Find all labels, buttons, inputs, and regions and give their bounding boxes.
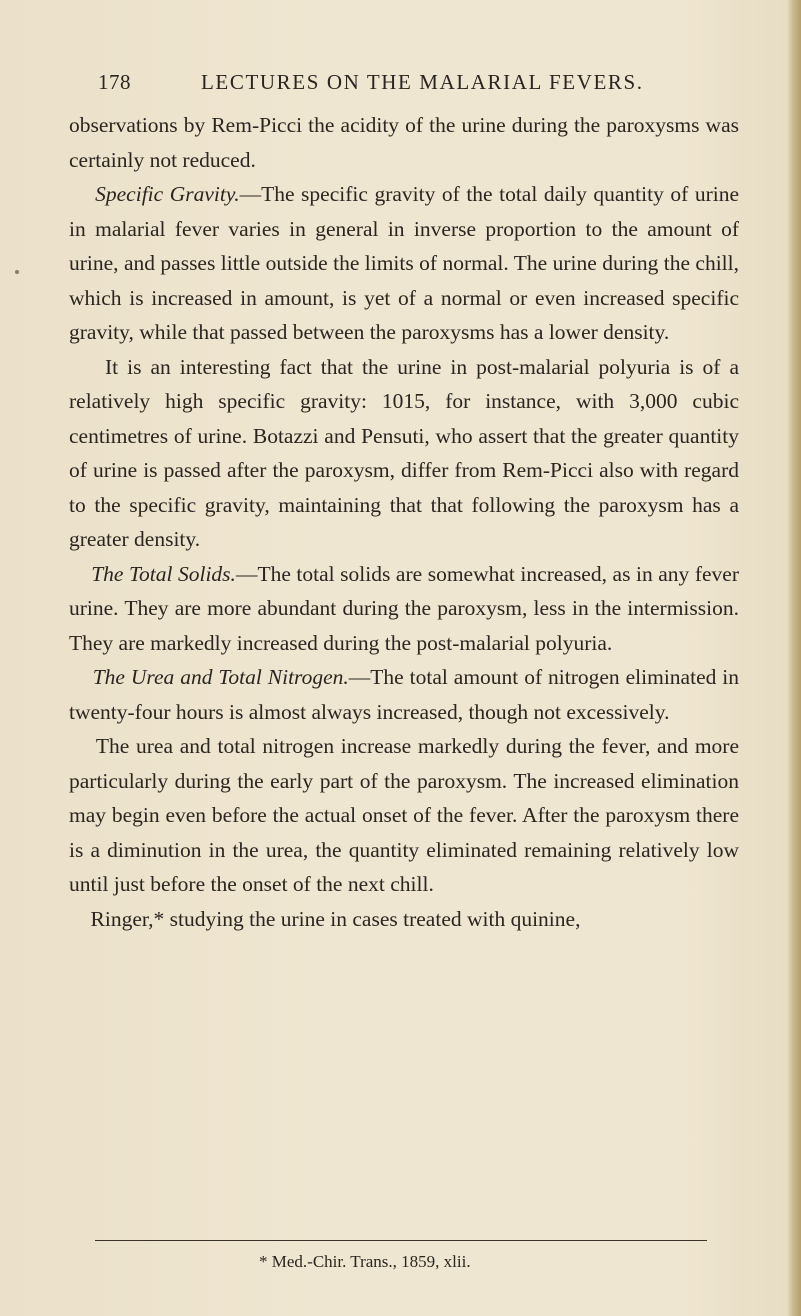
running-title: LECTURES ON THE MALARIAL FEVERS. (201, 70, 644, 94)
paragraph-text: It is an interesting fact that the urine in post-malarial polyuria is of a relatively high specific gravity: 1015, for instance, with 3,000 cubic centimetres of urine. Botazzi and Pensuti, who assert that the greater quantity of urine is passed after the paroxysm, differ from Rem-Picci also with regard to the specific gravity, maintaining that that following the paroxysm has a greater density. (69, 354, 739, 551)
page-edge (787, 0, 801, 1316)
paragraph-text: —The total amount of nitrogen eliminated in twenty-four hours is almost always increased, though not excessively. (69, 665, 740, 724)
paragraph-text: —The total solids are somewhat increased, as in any fever urine. They are more abundant during the paroxysm, less in the intermission. They are markedly increased during the post-malarial polyuria. (69, 561, 740, 655)
body-text (69, 108, 739, 936)
section-heading: Specific Gravity. (95, 182, 240, 206)
paragraph-polyuria (69, 350, 739, 557)
paragraph-urea-increase (69, 729, 739, 902)
running-header (98, 70, 668, 104)
footnote: * Med.-Chir. Trans., 1859, xlii. (259, 1252, 471, 1271)
section-heading: The Total Solids. (91, 561, 236, 586)
paragraph-continuation (69, 108, 739, 177)
paragraph-text: —The specific gravity of the total daily quantity of urine in malarial fever varies in general in inverse proportion to the amount of urine, and passes little outside the limits of normal. The urine during the chill, which is increased in amount, is yet of a normal or even increased specific gravity, while that passed between the paroxysms has a lower density. (69, 182, 739, 344)
paragraph-urea-nitrogen (69, 660, 739, 729)
paragraph-specific-gravity (69, 177, 739, 350)
paper-spot (15, 270, 19, 274)
paragraph-total-solids (69, 557, 739, 661)
paragraph-text: The urea and total nitrogen increase markedly during the fever, and more particularly during the early part of the paroxysm. The increased elimination may begin even before the actual onset of the fever. After the paroxysm there is a diminution in the urea, the quantity eliminated remaining relatively low until just before the onset of the next chill. (69, 734, 739, 896)
paragraph-text: Ringer,* studying the urine in cases treated with quinine, (90, 906, 581, 931)
page-number: 178 (98, 70, 131, 94)
section-heading: The Urea and Total Nitrogen. (92, 665, 349, 689)
paragraph-ringer (69, 902, 739, 937)
paragraph-text: observations by Rem-Picci the acidity of the urine during the paroxysms was certainly not reduced. (69, 113, 739, 172)
footnote-rule (95, 1240, 707, 1241)
